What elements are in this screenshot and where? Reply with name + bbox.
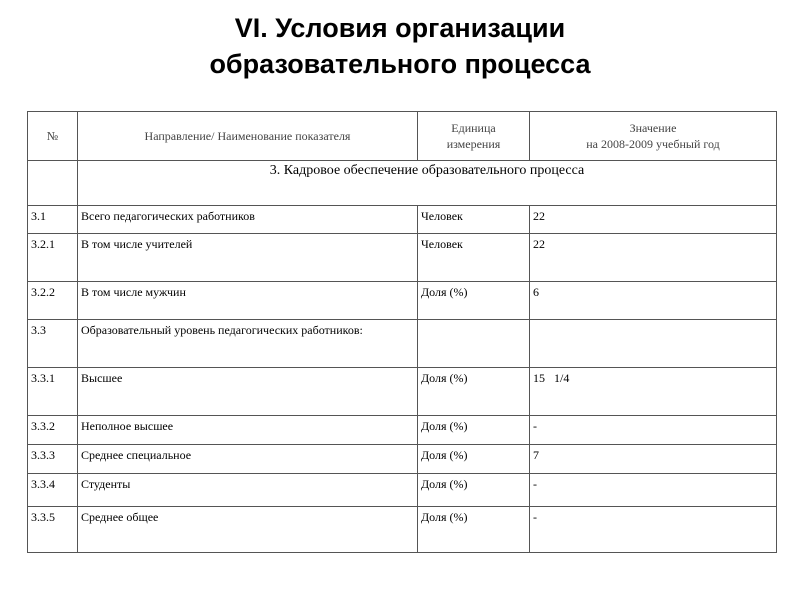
indicators-table (27, 111, 777, 553)
header-unit-line1: Единица (451, 121, 496, 135)
row-unit: Человек (418, 234, 530, 282)
row-num: 3.3.2 (28, 416, 78, 445)
row-num: 3.3 (28, 320, 78, 368)
title-line-2: образовательного процесса (209, 49, 591, 79)
row-name: Всего педагогических работников (78, 206, 418, 234)
table-row (28, 416, 777, 445)
row-num: 3.3.4 (28, 474, 78, 507)
row-unit: Доля (%) (418, 474, 530, 507)
row-value: - (530, 507, 777, 553)
row-unit: Доля (%) (418, 282, 530, 320)
row-name: В том числе мужчин (78, 282, 418, 320)
row-value: - (530, 416, 777, 445)
header-value (530, 112, 777, 161)
row-value: 6 (530, 282, 777, 320)
table-row (28, 445, 777, 474)
row-num: 3.2.1 (28, 234, 78, 282)
row-unit (418, 320, 530, 368)
header-unit (418, 112, 530, 161)
table-row (28, 507, 777, 553)
table-row (28, 320, 777, 368)
table-row (28, 474, 777, 507)
title-line-1: VI. Условия организации (234, 13, 566, 43)
row-num: 3.1 (28, 206, 78, 234)
section-title: 3. Кадровое обеспечение образовательного процесса (78, 161, 777, 206)
row-num: 3.3.5 (28, 507, 78, 553)
table-row (28, 282, 777, 320)
table-header-row (28, 112, 777, 161)
row-num: 3.3.1 (28, 368, 78, 416)
section-num-cell (28, 161, 78, 206)
table-row (28, 234, 777, 282)
row-num: 3.2.2 (28, 282, 78, 320)
row-num: 3.3.3 (28, 445, 78, 474)
row-value: 7 (530, 445, 777, 474)
table-row (28, 206, 777, 234)
header-unit-line2: измерения (446, 137, 501, 151)
row-unit: Человек (418, 206, 530, 234)
row-name: Студенты (78, 474, 418, 507)
header-value-line2: на 2008-2009 учебный год (586, 137, 720, 151)
page-title (0, 10, 800, 82)
header-num: № (28, 112, 78, 161)
row-unit: Доля (%) (418, 368, 530, 416)
row-name: Неполное высшее (78, 416, 418, 445)
row-name: Образовательный уровень педагогических работников: (78, 320, 418, 368)
row-unit: Доля (%) (418, 445, 530, 474)
row-unit: Доля (%) (418, 416, 530, 445)
row-value: - (530, 474, 777, 507)
row-value: 15 1/4 (530, 368, 777, 416)
row-name: Среднее специальное (78, 445, 418, 474)
row-value: 22 (530, 206, 777, 234)
table-row (28, 368, 777, 416)
row-name: Среднее общее (78, 507, 418, 553)
row-unit: Доля (%) (418, 507, 530, 553)
row-name: Высшее (78, 368, 418, 416)
row-value: 22 (530, 234, 777, 282)
header-value-line1: Значение (629, 121, 677, 135)
header-direction: Направление/ Наименование показателя (78, 112, 418, 161)
section-row (28, 161, 777, 206)
row-value (530, 320, 777, 368)
row-name: В том числе учителей (78, 234, 418, 282)
